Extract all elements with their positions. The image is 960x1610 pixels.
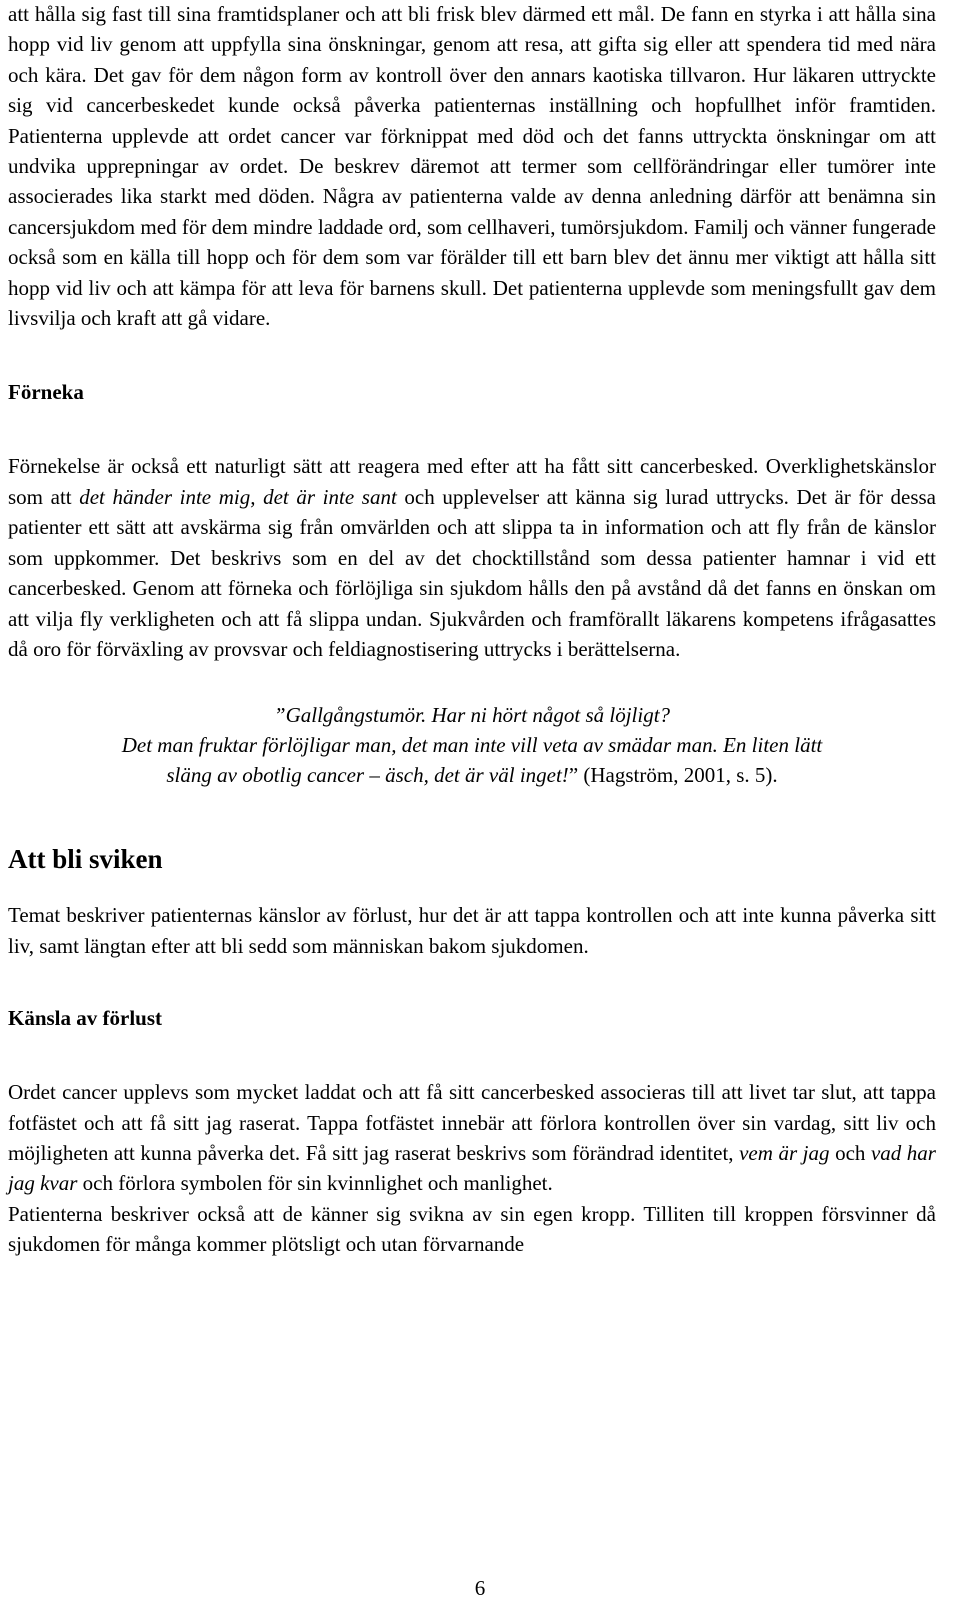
paragraph-loss-text-2: och xyxy=(829,1140,871,1165)
paragraph-denial xyxy=(8,451,936,664)
quote-citation: ” (Hagström, 2001, s. 5). xyxy=(568,763,778,788)
heading-kansla-av-forlust: Känsla av förlust xyxy=(8,1006,163,1031)
heading-att-bli-sviken: Att bli sviken xyxy=(8,844,163,875)
heading-forneka: Förneka xyxy=(8,380,84,405)
quote-line-3-italic: släng av obotlig cancer – äsch, det är väl inget! xyxy=(166,763,569,788)
quote-line-2-italic: Det man fruktar förlöjligar man, det man inte vill veta av smädar man. En liten lätt xyxy=(121,733,823,758)
page-number: 6 xyxy=(474,1576,486,1600)
paragraph-denial-text-2: och upplevelser att känna sig lurad uttrycks. Det är för dessa patienter ett sätt att avskärma sig från omvärlden och att slippa ta in information och att fly från de känslor som uppkommer. Det beskrivs som en del av det chocktillstånd som dessa patienter hamnar i vid ett cancerbesked. Genom att förneka och förlöjliga sin sjukdom hålls den på avstånd då det fanns en önskan om att vilja fly verkligheten och att få slippa undan. Sjukvården och framförallt läkarens kompetens ifrågasattes då oro för förväxling av provsvar och feldiagnostisering uttrycks i berättelserna. xyxy=(8,484,936,661)
paragraph-denial-italic: det händer inte mig, det är inte sant xyxy=(79,484,397,509)
quote-line-1-italic: ”Gallgångstumör. Har ni hört något så löjligt? xyxy=(273,703,671,728)
quote-line-3 xyxy=(8,760,936,790)
block-quote xyxy=(8,700,936,790)
document-page xyxy=(8,0,936,1260)
paragraph-loss xyxy=(8,1077,936,1199)
paragraph-loss-text-1: Ordet cancer upplevs som mycket laddat och att få sitt cancerbesked associeras till att livet tar slut, att tappa fotfästet och att få sitt jag raserat. Tappa fotfästet innebär att förlora kontrollen över sin vardag, sitt liv och möjligheten att kunna påverka det. Få sitt jag raserat beskrivs som förändrad identitet, xyxy=(8,1080,936,1165)
quote-line-2 xyxy=(8,730,936,760)
paragraph-hope: att hålla sig fast till sina framtidsplaner och att bli frisk blev därmed ett mål. De fann en styrka i att hålla sina hopp vid liv genom att uppfylla sina önskningar, genom att resa, att gifta sig eller att spendera tid med nära och kära. Det gav för dem någon form av kontroll över den annars kaotiska tillvaron. Hur läkaren uttryckte sig vid cancerbeskedet kunde också påverka patienternas inställning och hopfullhet inför framtiden. Patienterna upplevde att ordet cancer var förknippat med död och det fanns uttryckta önskningar om att undvika upprepningar av ordet. De beskrev däremot att termer som cellförändringar eller tumörer inte associerades lika starkt med döden. Några av patienterna valde av denna anledning därför att benämna sin cancersjukdom med för dem mindre laddade ord, som cellhaveri, tumörsjukdom. Familj och vänner fungerade också som en källa till hopp och för dem som var förälder till ett barn blev det ännu mer viktigt att hålla sitt hopp vid liv och att kämpa för att leva för barnens skull. Det patienterna upplevde som meningsfullt gav dem livsvilja och kraft att gå vidare. xyxy=(8,2,936,331)
paragraph-theme-intro: Temat beskriver patienternas känslor av förlust, hur det är att tappa kontrollen och att inte kunna påverka sitt liv, samt längtan efter att bli sedd som människan bakom sjukdomen. xyxy=(8,903,936,958)
paragraph-loss-text-3: och förlora symbolen för sin kvinnlighet och manlighet. xyxy=(77,1171,553,1196)
quote-line-1 xyxy=(8,700,936,730)
paragraph-denial-text-1: Förnekelse är också ett naturligt sätt att reagera med efter att ha fått sitt cancerbesked. Overklighetskänslor som att xyxy=(8,454,936,509)
paragraph-loss-italic-2: vad har jag kvar xyxy=(8,1140,936,1196)
paragraph-body-betrayal: Patienterna beskriver också att de känner sig svikna av sin egen kropp. Tilliten till kroppen försvinner då sjukdomen för många kommer plötsligt och utan förvarnande xyxy=(8,1201,936,1257)
paragraph-loss-italic-1: vem är jag xyxy=(739,1140,830,1165)
